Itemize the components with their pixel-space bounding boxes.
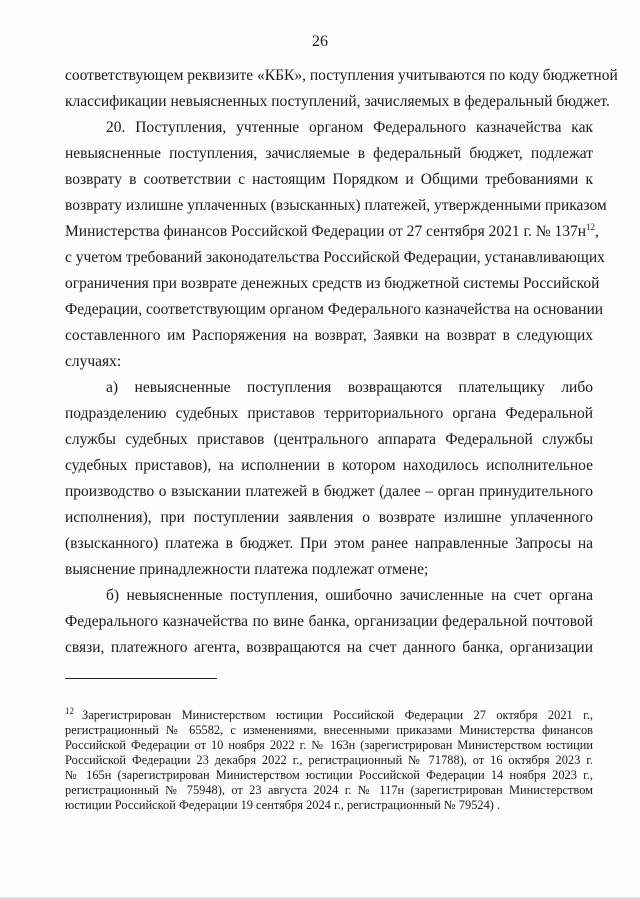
footnote-line-1: Зарегистрирован Министерством юстиции Российской Федерации 27 октября 2021 г., [82, 708, 593, 722]
footnote-line-4: Российской Федерации 23 декабря 2022 г., регистрационный № 71788), от 16 октября 2023 г. [65, 753, 593, 767]
body-line-14: подразделению судебных приставов территориального органа Федеральной [65, 405, 593, 422]
body-line-6: возврату излишне уплаченных (взысканных) платежей, утвержденными приказом [65, 197, 607, 214]
footnote-separator [65, 678, 217, 679]
body-line-10: Федерации, соответствующим органом Федерального казначейства на основании [65, 301, 604, 318]
body-line-7 [65, 221, 599, 242]
footnote-line-2: регистрационный № 65582, с изменениями, внесенными приказами Министерства финансов [65, 723, 593, 737]
body-line-12: случаях: [65, 353, 122, 370]
footnote-line-3: Российской Федерации от 10 ноября 2022 г. № 163н (зарегистрирован Министерством юстиции [65, 738, 593, 752]
body-line-7-comma: , [595, 223, 599, 240]
body-line-11: составленного им Распоряжения на возврат, Заявки на возврат в следующих [65, 327, 593, 344]
body-line-19: (взысканного) платежа в бюджет. При этом ранее направленные Запросы на [65, 535, 593, 552]
body-line-16: судебных приставов), на исполнении в котором находилось исполнительное [65, 457, 593, 474]
body-line-15: службы судебных приставов (центрального аппарата Федеральной службы [65, 431, 593, 448]
footnote-line-7: юстиции Российской Федерации 19 сентября 2024 г., регистрационный № 79524) . [65, 798, 501, 812]
body-line-18: исполнения), при поступлении заявления о возврате излишне уплаченного [65, 509, 593, 526]
body-line-7-text: Министерства финансов Российской Федерации от 27 сентября 2021 г. № 137н [65, 223, 587, 240]
body-line-17: производство о взыскании платежей в бюджет (далее – орган принудительного [65, 483, 593, 500]
body-line-2: классификации невыясненных поступлений, зачисляемых в федеральный бюджет. [65, 93, 610, 110]
footnote-line-5: № 165н (зарегистрирован Министерством юстиции Российской Федерации 14 ноября 2023 г., [65, 768, 593, 782]
body-line-5: возврату в соответствии с настоящим Порядком и Общими требованиями к [65, 171, 593, 188]
body-line-9: ограничения при возврате денежных средств из бюджетной системы Российской [65, 275, 600, 292]
body-line-23: связи, платежного агента, возвращаются на счет данного банка, организации [65, 639, 593, 656]
body-line-20: выяснение принадлежности платежа подлежат отмене; [65, 561, 429, 578]
body-line-13: а) невыясненные поступления возвращаются плательщику либо [106, 379, 593, 396]
body-line-22: Федерального казначейства по вине банка, организации федеральной почтовой [65, 613, 593, 630]
body-line-3: 20. Поступления, учтенные органом Федерального казначейства как [106, 119, 593, 136]
footnote-marker: 12 [65, 706, 74, 716]
body-line-1: соответствующем реквизите «КБК», поступления учитываются по коду бюджетной [65, 67, 618, 84]
footnote-line-6: регистрационный № 75948), от 23 августа 2024 г. № 117н (зарегистрирован Министерством [65, 783, 593, 797]
body-line-21: б) невыясненные поступления, ошибочно зачисленные на счет органа [106, 587, 593, 604]
body-line-4: невыясненные поступления, зачисляемые в федеральный бюджет, подлежат [65, 145, 593, 162]
page-number: 26 [312, 33, 328, 50]
footnote-reference: 12 [586, 221, 596, 232]
body-line-8: с учетом требований законодательства Российской Федерации, устанавливающих [65, 249, 605, 266]
